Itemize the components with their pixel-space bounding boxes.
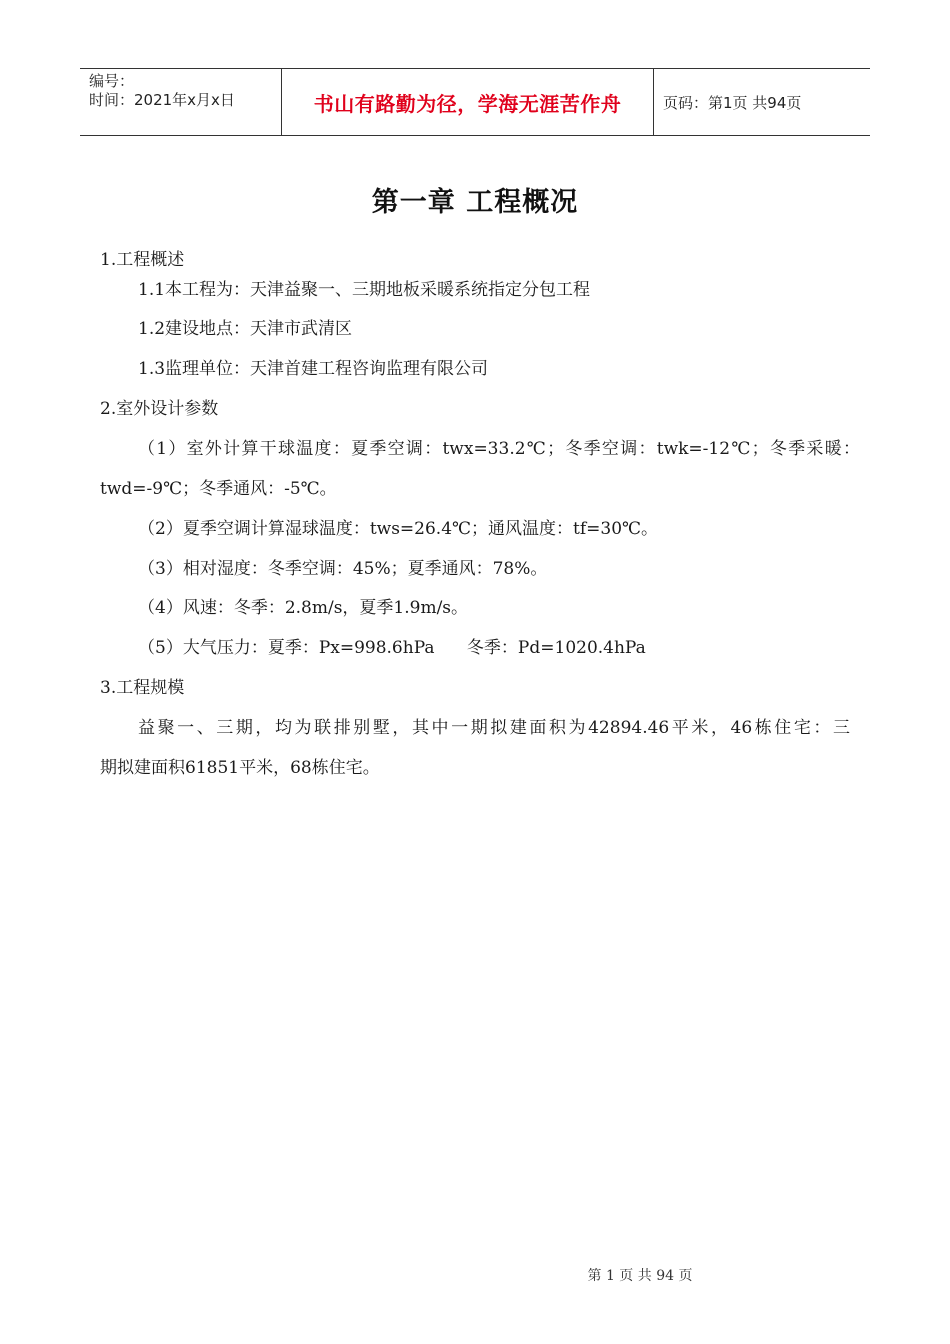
document-header bbox=[80, 68, 870, 136]
supervision-unit-line: 1.3监理单位：天津首建工程咨询监理有限公司 bbox=[138, 359, 489, 379]
project-name-line: 1.1本工程为：天津益聚一、三期地板采暖系统指定分包工程 bbox=[138, 280, 591, 300]
section-heading-scale: 3.工程规模 bbox=[100, 678, 185, 698]
header-meta bbox=[80, 69, 281, 135]
section-heading-overview: 1.工程概述 bbox=[100, 250, 185, 270]
humidity-line: （3）相对湿度：冬季空调：45%；夏季通风：78%。 bbox=[138, 559, 548, 579]
serial-number-label: 编号： bbox=[89, 72, 135, 90]
section-heading-design-params: 2.室外设计参数 bbox=[100, 399, 219, 419]
dry-bulb-temp-line-1: （1）室外计算干球温度：夏季空调：twx=33.2℃；冬季空调：twk=-12℃；冬季采暖： bbox=[138, 439, 860, 459]
dry-bulb-temp-line-2: twd=-9℃；冬季通风：-5℃。 bbox=[100, 479, 337, 499]
wet-bulb-temp-line: （2）夏季空调计算湿球温度：tws=26.4℃；通风温度：tf=30℃。 bbox=[138, 519, 659, 539]
pressure-line: （5）大气压力：夏季：Px=998.6hPa 冬季：Pd=1020.4hPa bbox=[138, 638, 646, 658]
wind-speed-line: （4）风速：冬季：2.8m/s，夏季1.9m/s。 bbox=[138, 598, 469, 618]
construction-site-line: 1.2建设地点：天津市武清区 bbox=[138, 319, 353, 339]
scale-paragraph-line-2: 期拟建面积61851平米，68栋住宅。 bbox=[100, 758, 380, 778]
header-motto: 书山有路勤为径，学海无涯苦作舟 bbox=[281, 69, 654, 135]
chapter-title: 第一章 工程概况 bbox=[371, 187, 579, 218]
footer-page-number: 第 1 页 共 94 页 bbox=[587, 1268, 693, 1284]
header-page-info: 页码：第1页 共94页 bbox=[663, 93, 802, 112]
scale-paragraph-line-1: 益聚一、三期，均为联排别墅，其中一期拟建面积为42894.46平米，46栋住宅：三 bbox=[138, 718, 850, 738]
date-label: 时间：2021年x月x日 bbox=[89, 91, 235, 109]
